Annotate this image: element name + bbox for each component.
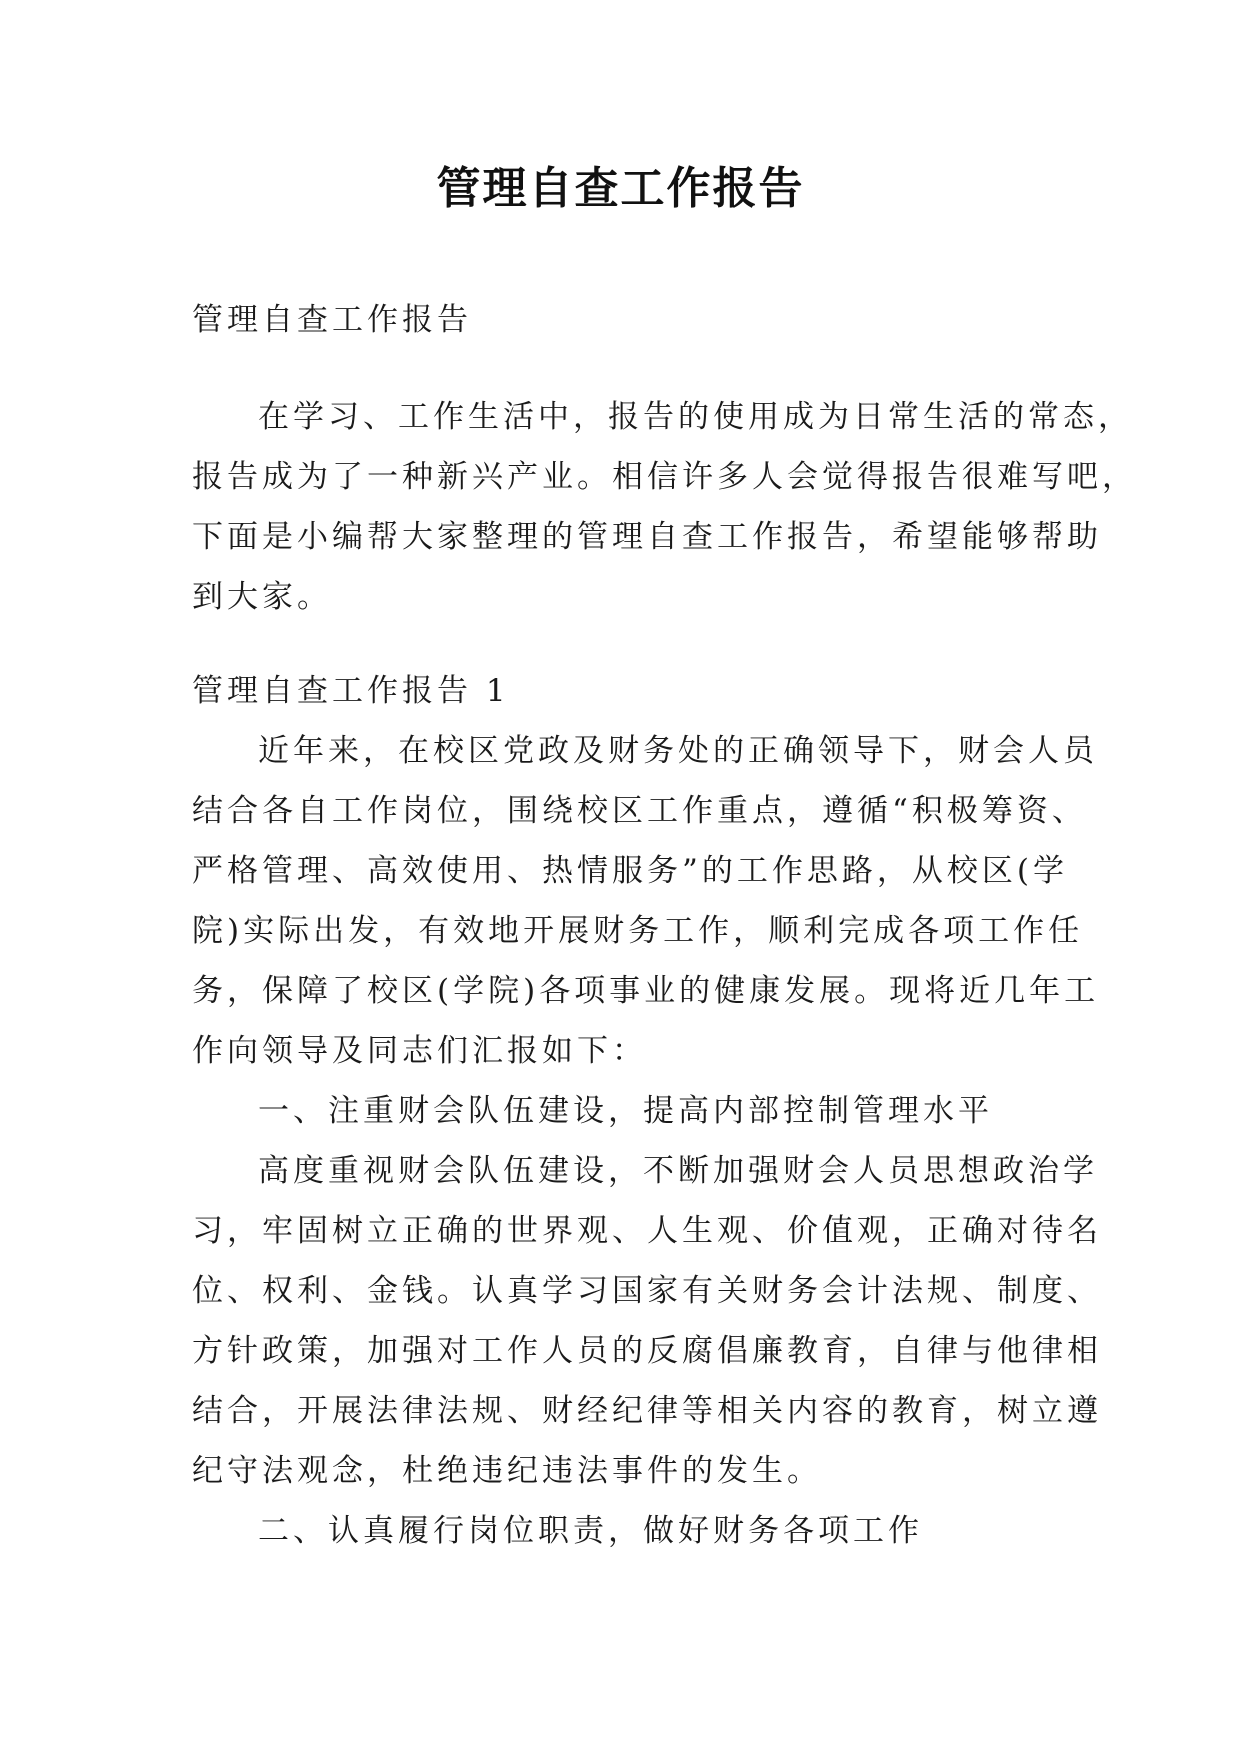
paragraph-line: 习，牢固树立正确的世界观、人生观、价值观，正确对待名	[192, 1213, 1102, 1249]
paragraph-line: 位、权利、金钱。认真学习国家有关财务会计法规、制度、	[192, 1273, 1102, 1309]
paragraph-line: 高度重视财会队伍建设，不断加强财会人员思想政治学	[258, 1153, 1098, 1189]
intro-line: 到大家。	[192, 579, 332, 615]
paragraph-line: 方针政策，加强对工作人员的反腐倡廉教育，自律与他律相	[192, 1333, 1102, 1369]
document-title: 管理自查工作报告	[436, 163, 805, 214]
section-paragraph-1	[192, 721, 1100, 1081]
paragraph-line: 纪守法观念，杜绝违纪违法事件的发生。	[192, 1453, 822, 1489]
intro-paragraph	[192, 387, 1137, 627]
point-heading-2: 二、认真履行岗位职责，做好财务各项工作	[258, 1513, 923, 1549]
intro-line: 报告成为了一种新兴产业。相信许多人会觉得报告很难写吧，	[192, 459, 1137, 495]
paragraph-line: 院)实际出发，有效地开展财务工作，顺利完成各项工作任	[192, 913, 1084, 949]
paragraph-line: 结合，开展法律法规、财经纪律等相关内容的教育，树立遵	[192, 1393, 1102, 1429]
paragraph-line: 严格管理、高效使用、热情服务”的工作思路，从校区(学	[192, 853, 1068, 889]
intro-line: 下面是小编帮大家整理的管理自查工作报告，希望能够帮助	[192, 519, 1102, 555]
intro-line: 在学习、工作生活中，报告的使用成为日常生活的常态，	[258, 399, 1133, 435]
paragraph-line: 作向领导及同志们汇报如下：	[192, 1033, 647, 1069]
document-body	[192, 290, 1137, 1561]
document-subtitle: 管理自查工作报告	[192, 302, 472, 338]
paragraph-line: 近年来，在校区党政及财务处的正确领导下，财会人员	[258, 733, 1098, 769]
section-paragraph-2	[192, 1141, 1102, 1501]
point-heading-1: 一、注重财会队伍建设，提高内部控制管理水平	[258, 1093, 993, 1129]
paragraph-line: 结合各自工作岗位，围绕校区工作重点，遵循“积极筹资、	[192, 793, 1087, 829]
section-heading: 管理自查工作报告 1	[192, 673, 510, 709]
paragraph-line: 务，保障了校区(学院)各项事业的健康发展。现将近几年工	[192, 973, 1100, 1009]
